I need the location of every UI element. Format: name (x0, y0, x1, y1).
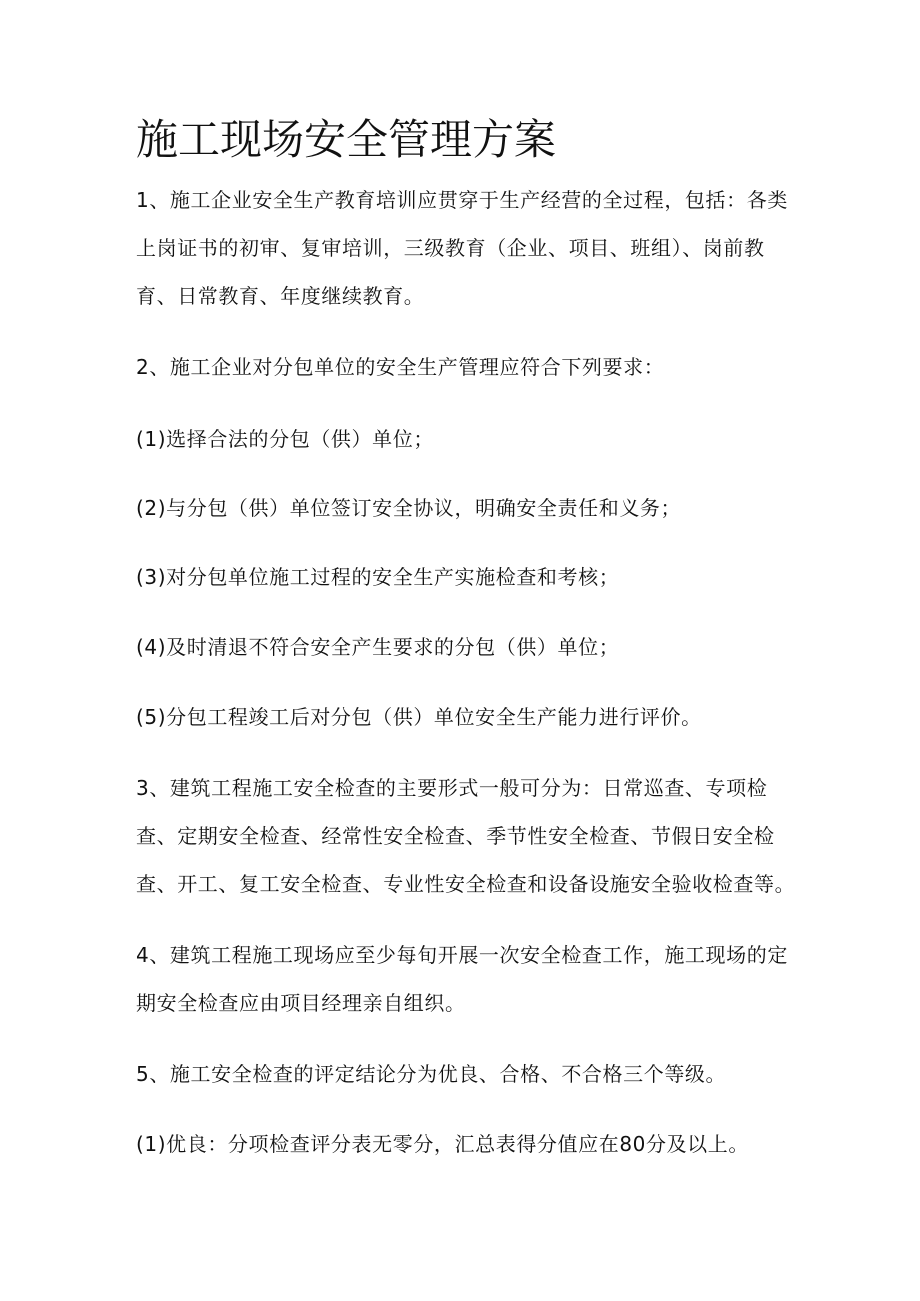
page-title: 施工现场安全管理方案 (136, 115, 557, 164)
paragraph-2-item-5: (5)分包工程竣工后对分包（供）单位安全生产能力进行评价。 (136, 705, 702, 729)
paragraph-3: 3、建筑工程施工安全检查的主要形式一般可分为：日常巡查、专项检查、定期安全检查、经常性安全检查、季节性安全检查、节假日安全检查、开工、复工安全检查、专业性安全检查和设备设施安全验收检查等。 (136, 776, 796, 896)
paragraph-2-item-3: (3)对分包单位施工过程的安全生产实施检查和考核； (136, 565, 620, 589)
paragraph-5-item-1: (1)优良：分项检查评分表无零分，汇总表得分值应在80分及以上。 (136, 1132, 749, 1156)
paragraph-2: 2、施工企业对分包单位的安全生产管理应符合下列要求： (136, 355, 665, 379)
paragraph-5: 5、施工安全检查的评定结论分为优良、合格、不合格三个等级。 (136, 1062, 727, 1086)
paragraph-1: 1、施工企业安全生产教育培训应贯穿于生产经营的全过程，包括：各类上岗证书的初审、复审培训，三级教育（企业、项目、班组）、岗前教育、日常教育、年度继续教育。 (136, 188, 788, 308)
paragraph-2-item-4: (4)及时清退不符合安全产生要求的分包（供）单位； (136, 635, 620, 659)
paragraph-4: 4、建筑工程施工现场应至少每旬开展一次安全检查工作，施工现场的定期安全检查应由项目经理亲自组织。 (136, 943, 788, 1015)
paragraph-2-item-2: (2)与分包（供）单位签订安全协议，明确安全责任和义务； (136, 496, 682, 520)
paragraph-2-item-1: (1)选择合法的分包（供）单位； (136, 427, 434, 451)
